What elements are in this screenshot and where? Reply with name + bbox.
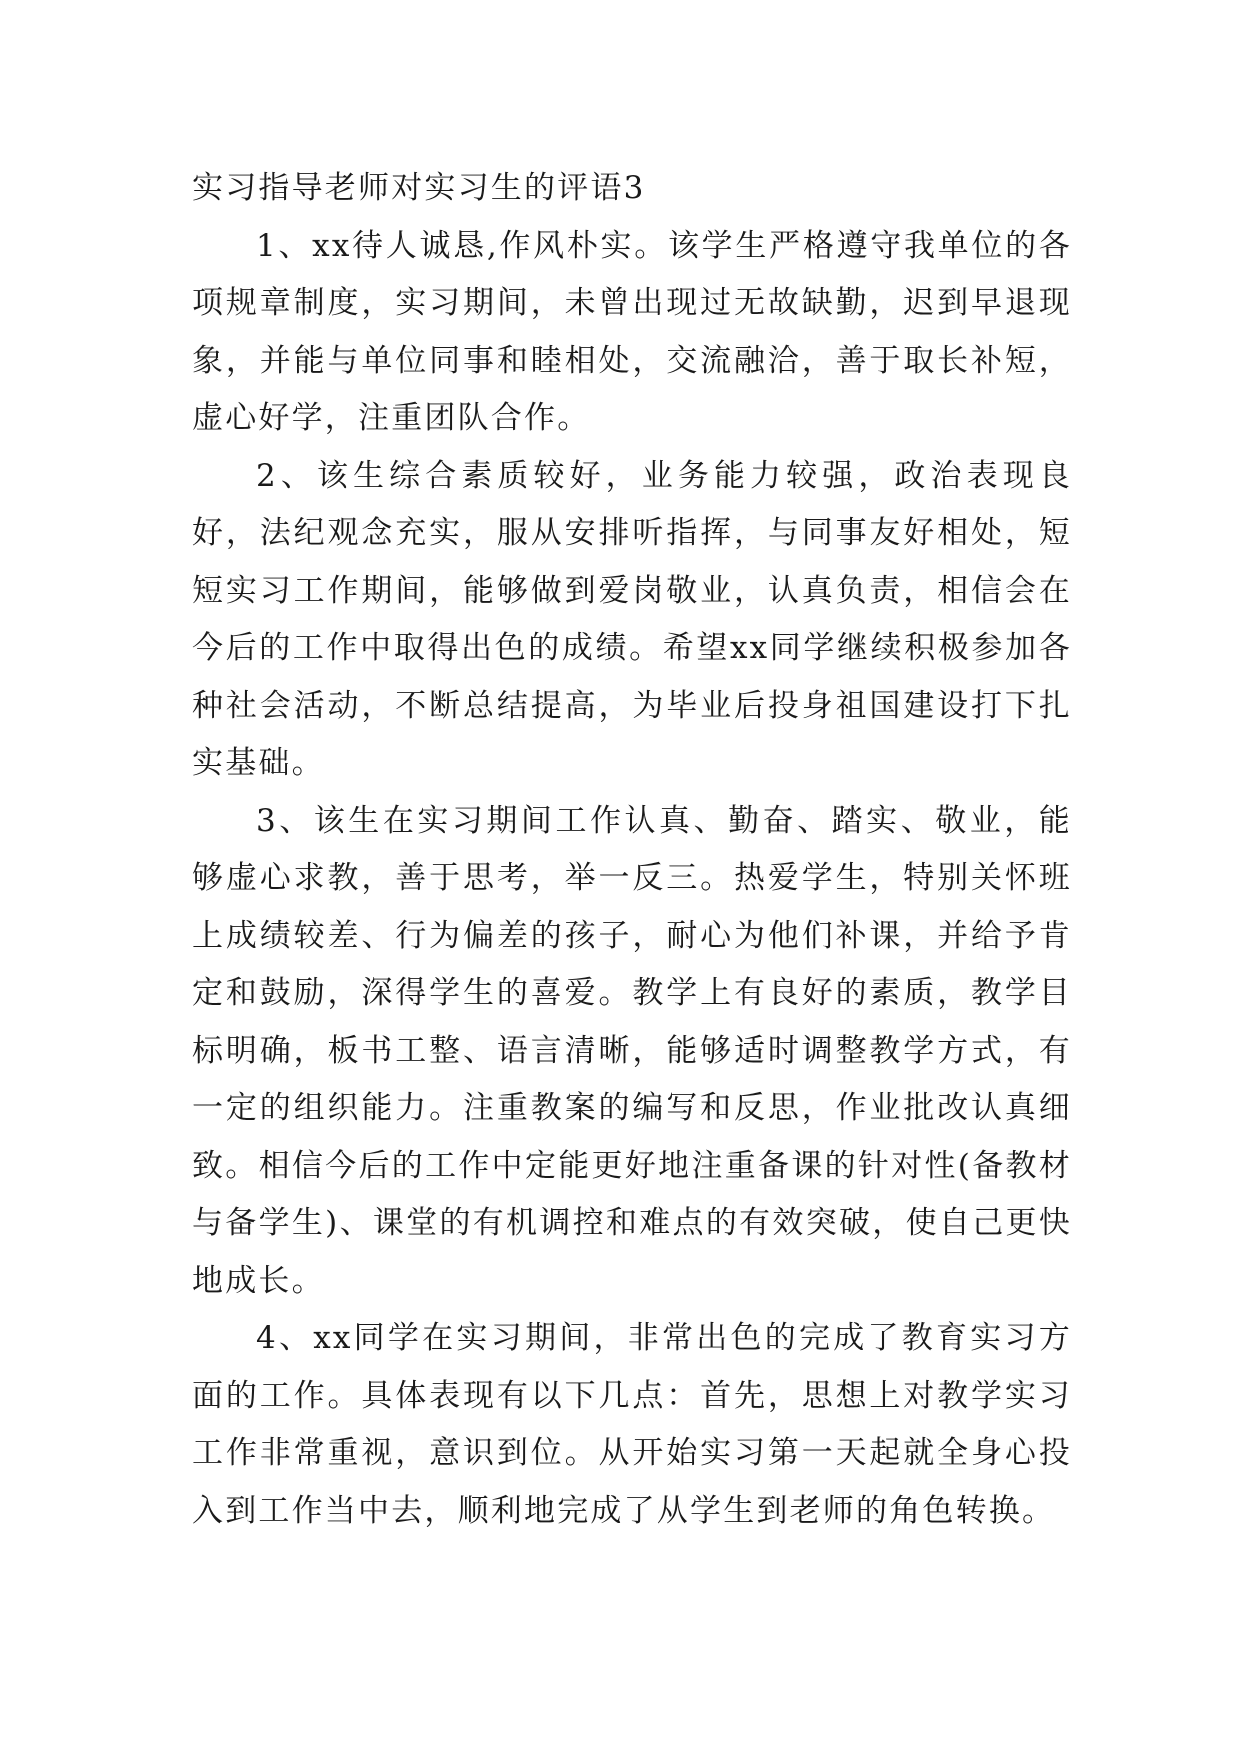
comment-paragraph-3: 3、该生在实习期间工作认真、勤奋、踏实、敬业，能够虚心求教，善于思考，举一反三。热爱学生，特别关怀班上成绩较差、行为偏差的孩子，耐心为他们补课，并给予肯定和鼓励，深得学生的喜爱。教学上有良好的素质，教学目标明确，板书工整、语言清晰，能够适时调整教学方式，有一定的组织能力。注重教案的编写和反思，作业批改认真细致。相信今后的工作中定能更好地注重备课的针对性(备教材与备学生)、课堂的有机调控和难点的有效突破，使自己更快地成长。 (192, 802, 1072, 1299)
comment-paragraph-2: 2、该生综合素质较好，业务能力较强，政治表现良好，法纪观念充实，服从安排听指挥，与同事友好相处，短短实习工作期间，能够做到爱岗敬业，认真负责，相信会在今后的工作中取得出色的成绩。希望xx同学继续积极参加各种社会活动，不断总结提高，为毕业后投身祖国建设打下扎实基础。 (192, 457, 1072, 781)
document-title: 实习指导老师对实习生的评语3 (192, 170, 646, 206)
document-body (192, 160, 1072, 1540)
comment-paragraph-4: 4、xx同学在实习期间，非常出色的完成了教育实习方面的工作。具体表现有以下几点：首先，思想上对教学实习工作非常重视，意识到位。从开始实习第一天起就全身心投入到工作当中去，顺利地完成了从学生到老师的角色转换。 (192, 1320, 1072, 1529)
comment-paragraph-1: 1、xx待人诚恳,作风朴实。该学生严格遵守我单位的各项规章制度，实习期间，未曾出现过无故缺勤，迟到早退现象，并能与单位同事和睦相处，交流融洽，善于取长补短，虚心好学，注重团队合作。 (192, 227, 1072, 436)
